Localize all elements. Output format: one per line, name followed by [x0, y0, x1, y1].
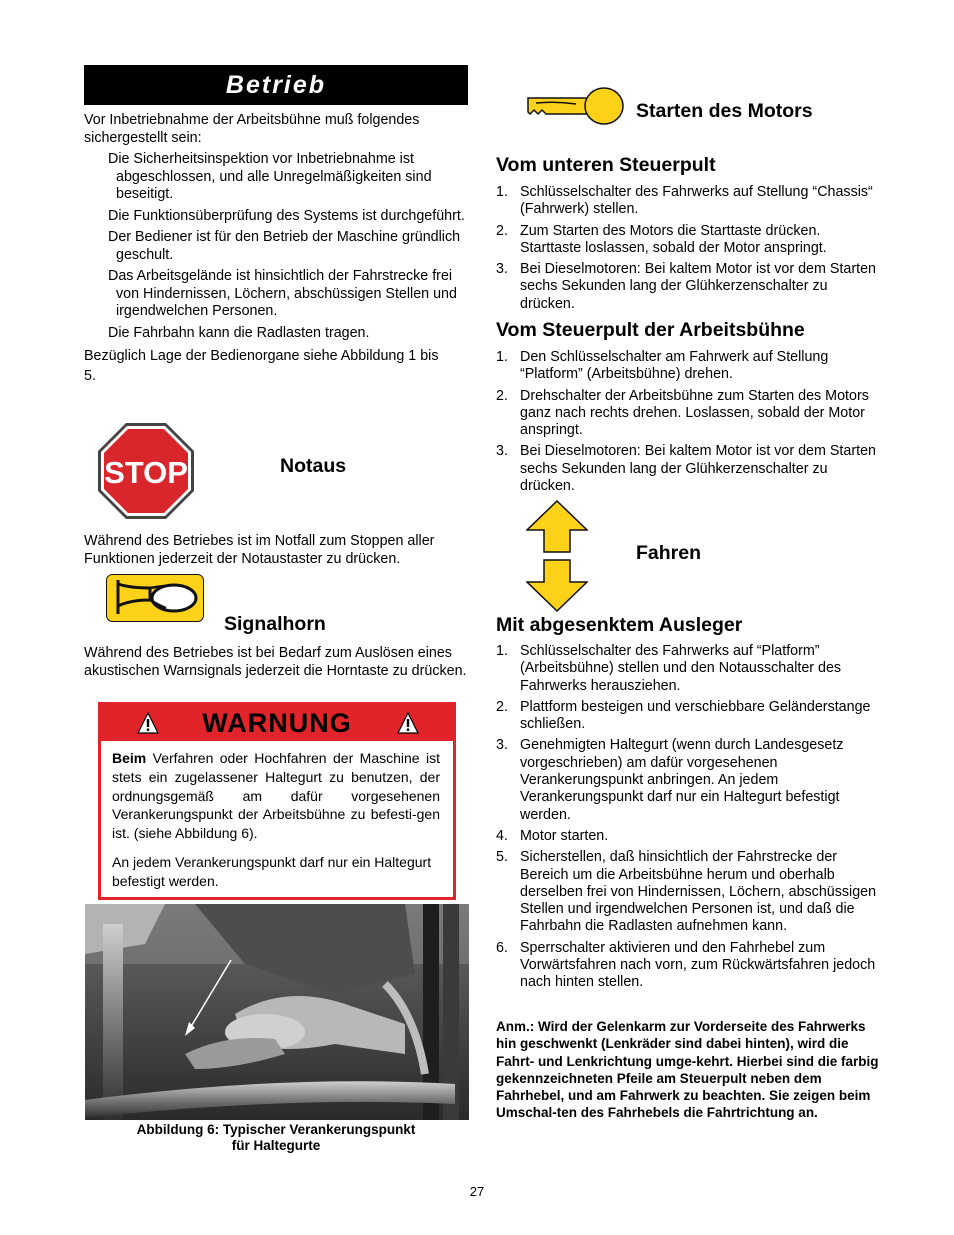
step-number: 3. — [496, 261, 508, 278]
warning-bold-word: Beim — [112, 750, 147, 766]
list-item — [496, 737, 880, 823]
step-number: 3. — [496, 737, 508, 754]
check-item: Die Funktionsüberprüfung des Systems ist durchgeführt. — [108, 207, 465, 224]
horn-icon — [106, 574, 204, 622]
intro-reference: Bezüglich Lage der Bedienorgane siehe Abbildung 1 bis 5. — [84, 348, 439, 384]
step-text: Sicherstellen, daß hinsichtlich der Fahrstrecke der Bereich um die Arbeitsbühne herum und oberhalb derselben frei von Hindernissen, Löchern, abschüssigen Stellen und irgendwelchen Personen ist, und daß die Fahrbahn die Radlasten aufnehmen kann. — [520, 849, 877, 935]
warning-triangle-icon — [397, 712, 419, 734]
step-text: Bei Dieselmotoren: Bei kaltem Motor ist vor dem Starten sechs Sekunden lang der Glühkerzenschalter zu drücken. — [520, 261, 876, 312]
warning-header — [101, 705, 453, 741]
intro-block — [84, 112, 468, 386]
step-text: Motor starten. — [520, 827, 609, 844]
figure-caption — [84, 1122, 468, 1154]
step-number: 6. — [496, 939, 508, 956]
check-item: Die Sicherheitsinspektion vor Inbetriebnahme ist abgeschlossen, und alle Unregelmäßigkeiten sind beseitigt. — [108, 151, 432, 202]
warning-text-2: An jedem Verankerungspunkt darf nur ein Haltegurt befestigt werden. — [112, 854, 432, 889]
up-down-arrows-icon — [526, 500, 588, 612]
figure-caption-line-1: Abbildung 6: Typischer Verankerungspunkt — [136, 1122, 416, 1137]
step-text: Bei Dieselmotoren: Bei kaltem Motor ist vor dem Starten sechs Sekunden lang der Glühkerzenschalter zu drücken. — [520, 443, 876, 495]
warning-text-1 — [112, 749, 440, 843]
list-item — [496, 184, 880, 219]
section-title: Betrieb — [225, 71, 327, 99]
section-title-bar — [84, 65, 468, 105]
step-number: 4. — [496, 827, 508, 844]
signalhorn-heading: Signalhorn — [224, 613, 326, 635]
fahren-subheading: Mit abgesenktem Ausleger — [496, 614, 743, 636]
step-text: Drehschalter der Arbeitsbühne zum Starten des Motors ganz nach rechts drehen. Loslassen, sobald der Motor anspringt. — [520, 387, 869, 439]
step-number: 2. — [496, 387, 508, 404]
list-item — [496, 388, 880, 440]
fahren-note: Anm.: Wird der Gelenkarm zur Vorderseite des Fahrwerks hin geschwenkt (Lenkräder sind dabei hinten), wird die Fahrt- und Lenkrichtung umge-kehrt. Hierbei sind die farbig gekennzeichneten Pfeile am Steuerpult neben dem Fahrhebel, und am Fahrwerk zu beachten. Sie zeigen beim Umschal-ten des Fahrhebels die Fahrtrichtung an. — [496, 1019, 879, 1121]
list-item — [496, 349, 880, 384]
lower-panel-steps — [496, 184, 880, 317]
list-item — [496, 643, 880, 695]
list-item — [496, 828, 880, 845]
platform-panel-steps — [496, 349, 880, 499]
warning-box — [98, 702, 456, 900]
step-text: Den Schlüsselschalter am Fahrwerk auf Stellung “Platform” (Arbeitsbühne) drehen. — [520, 349, 829, 383]
step-text: Zum Starten des Motors die Starttaste drücken. Starttaste loslassen, sobald der Motor anspringt. — [520, 222, 827, 256]
check-item: Der Bediener ist für den Betrieb der Maschine gründlich geschult. — [108, 229, 461, 263]
motor-heading: Starten des Motors — [636, 100, 813, 122]
step-number: 2. — [496, 698, 508, 715]
list-item — [496, 940, 880, 992]
page-number: 27 — [469, 1184, 485, 1199]
step-text: Sperrschalter aktivieren und den Fahrhebel zum Vorwärtsfahren nach vorn, zum Rückwärtsfahren jedoch nach hinten stellen. — [520, 939, 876, 991]
check-item: Die Fahrbahn kann die Radlasten tragen. — [108, 324, 370, 341]
list-item — [496, 223, 880, 258]
notaus-text: Während des Betriebes ist im Notfall zum Stoppen aller Funktionen jederzeit der Notaustaster zu drücken. — [84, 533, 435, 567]
stop-sign-icon — [96, 421, 196, 521]
step-number: 1. — [496, 184, 508, 200]
warning-title: WARNUNG — [202, 708, 352, 738]
step-text: Genehmigten Haltegurt (wenn durch Landesgesetz vorgeschrieben) am dafür vorgesehenen Verankerungspunkt anbringen. An jedem Verankerungspunkt darf nur ein Haltegurt befestigt werden. — [520, 737, 844, 823]
step-text: Plattform besteigen und verschiebbare Geländerstange schließen. — [520, 698, 871, 733]
fahren-heading: Fahren — [636, 542, 702, 564]
anchor-point-photo — [85, 904, 469, 1120]
check-item: Das Arbeitsgelände ist hinsichtlich der Fahrstrecke frei von Hindernissen, Löchern, abschüssigen Stellen und irgendwelchen Personen. — [108, 268, 457, 319]
step-text: Schlüsselschalter des Fahrwerks auf Stellung “Chassis“ (Fahrwerk) stellen. — [520, 184, 873, 218]
list-item — [496, 261, 880, 313]
list-item — [496, 699, 880, 734]
key-icon — [526, 86, 624, 126]
lower-panel-heading: Vom unteren Steuerpult — [496, 154, 716, 176]
step-text: Schlüsselschalter des Fahrwerks auf “Platform” (Arbeitsbühne) stellen und den Notausschalter des Fahrwerks herausziehen. — [520, 643, 842, 694]
step-number: 3. — [496, 443, 508, 460]
step-number: 2. — [496, 222, 508, 239]
figure-caption-line-2: für Haltegurte — [231, 1138, 321, 1153]
step-number: 1. — [496, 643, 508, 659]
warning-text-1-rest: Verfahren oder Hochfahren der Maschine ist stets ein zugelassener Haltegurt zu benutzen, der ordnungsgemäß am dafür vorgesehenen Verankerungspunkt der Arbeitsbühne zu befesti-gen ist. (siehe Abbildung 6). — [112, 750, 440, 842]
stop-sign-text: STOP — [104, 455, 188, 490]
signalhorn-text: Während des Betriebes ist bei Bedarf zum Auslösen eines akustischen Warnsignals jederzeit die Horntaste zu drücken. — [84, 645, 467, 679]
intro-lead: Vor Inbetriebnahme der Arbeitsbühne muß folgendes sichergestellt sein: — [84, 112, 420, 146]
step-number: 5. — [496, 849, 508, 866]
notaus-heading: Notaus — [280, 455, 347, 477]
list-item — [496, 443, 880, 495]
fahren-steps — [496, 643, 880, 996]
platform-panel-heading: Vom Steuerpult der Arbeitsbühne — [496, 319, 805, 341]
list-item — [496, 849, 880, 935]
step-number: 1. — [496, 349, 508, 365]
